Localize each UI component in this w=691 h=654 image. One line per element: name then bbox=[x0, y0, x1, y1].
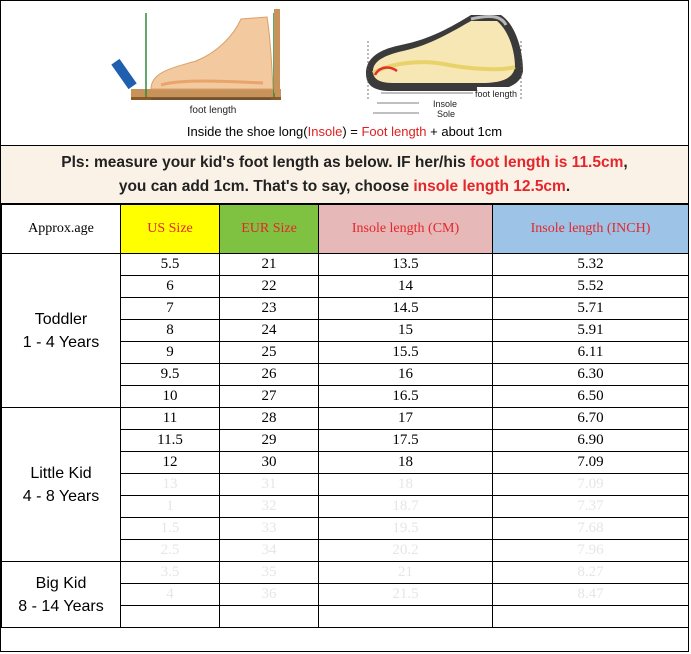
eur-size-cell bbox=[220, 606, 319, 628]
insole-inch-cell: 7.96 bbox=[493, 540, 689, 562]
insole-cm-cell: 18 bbox=[319, 452, 493, 474]
age-group-title: Toddler bbox=[34, 310, 88, 328]
insole-cm-cell: 21.5 bbox=[319, 584, 493, 606]
eur-size-cell: 27 bbox=[220, 386, 319, 408]
table-header-row bbox=[2, 205, 689, 254]
insole-cm-cell: 18 bbox=[319, 474, 493, 496]
foot-diagrams bbox=[1, 1, 688, 123]
eur-size-cell: 29 bbox=[220, 430, 319, 452]
insole-inch-cell: 5.32 bbox=[493, 254, 689, 276]
notice-line1-end: , bbox=[623, 154, 628, 171]
table-row bbox=[2, 562, 689, 584]
insole-inch-cell: 5.71 bbox=[493, 298, 689, 320]
us-size-cell: 6 bbox=[121, 276, 220, 298]
eur-size-cell: 32 bbox=[220, 496, 319, 518]
insole-inch-cell: 6.11 bbox=[493, 342, 689, 364]
age-group-title: Big Kid bbox=[35, 574, 87, 592]
measurement-illustration bbox=[1, 1, 688, 146]
eur-size-cell: 25 bbox=[220, 342, 319, 364]
insole-cm-cell: 13.5 bbox=[319, 254, 493, 276]
header-insole-cm: Insole length (CM) bbox=[319, 205, 493, 254]
insole-cm-cell: 17.5 bbox=[319, 430, 493, 452]
us-size-cell: 9 bbox=[121, 342, 220, 364]
insole-inch-cell: 7.09 bbox=[493, 452, 689, 474]
insole-inch-cell: 6.90 bbox=[493, 430, 689, 452]
notice-line2-end: . bbox=[565, 178, 571, 195]
insole-cm-cell: 21 bbox=[319, 562, 493, 584]
insole-inch-cell: 5.91 bbox=[493, 320, 689, 342]
us-size-cell: 13 bbox=[121, 474, 220, 496]
header-insole-inch: Insole length (INCH) bbox=[493, 205, 689, 254]
us-size-cell: 8 bbox=[121, 320, 220, 342]
insole-inch-cell: 7.37 bbox=[493, 496, 689, 518]
insole-formula-caption bbox=[1, 124, 688, 139]
insole-inch-cell bbox=[493, 606, 689, 628]
caption-part2: ) = bbox=[342, 124, 362, 139]
foot-length-diagram bbox=[111, 9, 281, 116]
insole-inch-cell: 6.50 bbox=[493, 386, 689, 408]
insole-cm-cell: 20.2 bbox=[319, 540, 493, 562]
insole-cm-cell: 15.5 bbox=[319, 342, 493, 364]
us-size-cell: 2.5 bbox=[121, 540, 220, 562]
age-group-range: 4 - 8 Years bbox=[22, 487, 100, 505]
us-size-cell: 10 bbox=[121, 386, 220, 408]
notice-line2-highlight: insole length 12.5cm bbox=[413, 178, 566, 195]
eur-size-cell: 23 bbox=[220, 298, 319, 320]
caption-part1: Inside the shoe long( bbox=[186, 124, 308, 139]
us-size-cell: 5.5 bbox=[121, 254, 220, 276]
us-size-cell: 4 bbox=[121, 584, 220, 606]
insole-inch-cell: 6.30 bbox=[493, 364, 689, 386]
eur-size-cell: 35 bbox=[220, 562, 319, 584]
us-size-cell: 12 bbox=[121, 452, 220, 474]
insole-cm-cell: 17 bbox=[319, 408, 493, 430]
insole-inch-cell: 7.68 bbox=[493, 518, 689, 540]
eur-size-cell: 31 bbox=[220, 474, 319, 496]
header-approx-age: Approx.age bbox=[2, 205, 121, 254]
insole-inch-cell: 5.52 bbox=[493, 276, 689, 298]
notice-line1-text: Pls: measure your kid's foot length as below. IF her/his bbox=[61, 154, 471, 171]
eur-size-cell: 21 bbox=[220, 254, 319, 276]
caption-foot-length: Foot length bbox=[361, 124, 427, 139]
caption-insole: Insole bbox=[307, 124, 343, 139]
table-row bbox=[2, 254, 689, 276]
insole-label: Insole bbox=[433, 99, 458, 109]
insole-cm-cell: 15 bbox=[319, 320, 493, 342]
eur-size-cell: 30 bbox=[220, 452, 319, 474]
insole-cm-cell: 18.7 bbox=[319, 496, 493, 518]
right-foot-length-label: foot length bbox=[475, 89, 518, 99]
us-size-cell: 11 bbox=[121, 408, 220, 430]
insole-cm-cell: 14 bbox=[319, 276, 493, 298]
eur-size-cell: 26 bbox=[220, 364, 319, 386]
age-group-little-kid bbox=[2, 408, 121, 562]
measurement-notice bbox=[1, 146, 688, 204]
insole-cm-cell bbox=[319, 606, 493, 628]
left-foot-length-label: foot length bbox=[189, 105, 237, 116]
insole-cm-cell: 16.5 bbox=[319, 386, 493, 408]
eur-size-cell: 24 bbox=[220, 320, 319, 342]
us-size-cell: 7 bbox=[121, 298, 220, 320]
eur-size-cell: 36 bbox=[220, 584, 319, 606]
us-size-cell: 9.5 bbox=[121, 364, 220, 386]
notice-line1 bbox=[1, 151, 688, 175]
us-size-cell bbox=[121, 606, 220, 628]
size-chart-table bbox=[1, 204, 689, 628]
eur-size-cell: 22 bbox=[220, 276, 319, 298]
insole-inch-cell: 6.70 bbox=[493, 408, 689, 430]
eur-size-cell: 33 bbox=[220, 518, 319, 540]
insole-cm-cell: 14.5 bbox=[319, 298, 493, 320]
header-us-size: US Size bbox=[121, 205, 220, 254]
insole-inch-cell: 7.09 bbox=[493, 474, 689, 496]
size-rows bbox=[2, 254, 689, 628]
table-row bbox=[2, 408, 689, 430]
notice-line2-text: you can add 1cm. That's to say, choose bbox=[118, 178, 414, 195]
shoe-cross-section-diagram bbox=[366, 15, 523, 119]
notice-line2 bbox=[1, 175, 688, 199]
us-size-cell: 1 bbox=[121, 496, 220, 518]
sole-label: Sole bbox=[437, 109, 456, 119]
insole-cm-cell: 19.5 bbox=[319, 518, 493, 540]
age-group-range: 1 - 4 Years bbox=[22, 333, 100, 351]
insole-inch-cell: 8.27 bbox=[493, 562, 689, 584]
us-size-cell: 11.5 bbox=[121, 430, 220, 452]
caption-part3: + about 1cm bbox=[426, 124, 503, 139]
eur-size-cell: 34 bbox=[220, 540, 319, 562]
us-size-cell: 3.5 bbox=[121, 562, 220, 584]
header-eur-size: EUR Size bbox=[220, 205, 319, 254]
insole-inch-cell: 8.47 bbox=[493, 584, 689, 606]
notice-line1-highlight: foot length is 11.5cm bbox=[470, 154, 624, 171]
age-group-big-kid bbox=[2, 562, 121, 628]
us-size-cell: 1.5 bbox=[121, 518, 220, 540]
age-group-toddler bbox=[2, 254, 121, 408]
eur-size-cell: 28 bbox=[220, 408, 319, 430]
age-group-range: 8 - 14 Years bbox=[18, 597, 104, 615]
insole-cm-cell: 16 bbox=[319, 364, 493, 386]
age-group-title: Little Kid bbox=[30, 464, 92, 482]
